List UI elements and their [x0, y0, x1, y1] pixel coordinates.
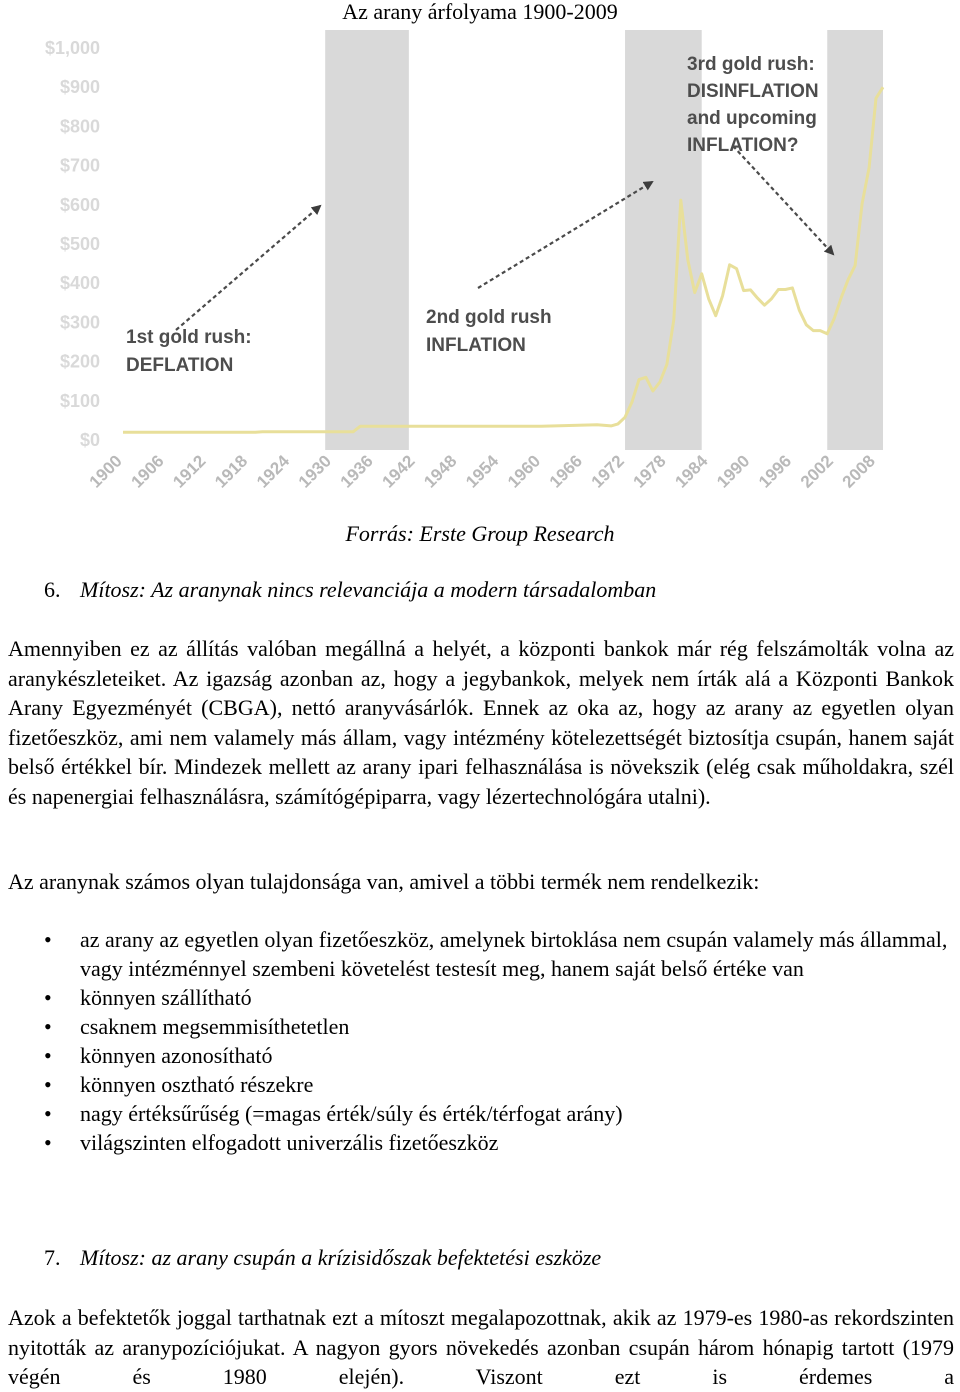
property-text: világszinten elfogadott univerzális fizetőeszköz	[80, 1130, 499, 1155]
y-tick-label: $400	[59, 273, 100, 294]
x-tick-label: 2002	[796, 451, 838, 492]
x-tick-label: 2008	[838, 451, 879, 492]
property-item	[8, 1128, 948, 1157]
paragraph-1: Amennyiben ez az állítás valóban megállná a helyét, a központi bankok már rég felszámolták volna az aranykészleteiket. Az igazság azonban az, hogy a jegybankok, melyek nem írták alá a Központi Bankok Arany Egyezményét (CBGA), nettó aranyvásárlók. Ennek az oka az, hogy az arany az egyetlen olyan fizetőeszköz, ami nem valamely más állam, vagy intézmény kötelezettségét biztosítja csupán, hanem saját belső értékkel bír. Mindezek mellett az arany ipari felhasználása is növekszik (elég csak műholdakra, szél és napenergiai felhasználásra, számítógépiparra, vagy lézertechnológára utalni).	[8, 636, 954, 809]
shaded-period-1	[325, 30, 409, 450]
x-tick-label: 1972	[587, 451, 628, 492]
property-item	[8, 925, 948, 983]
chart-svg	[28, 30, 892, 518]
x-tick-label: 1960	[503, 451, 545, 492]
shaded-period-3	[827, 30, 883, 450]
y-tick-label: $600	[59, 194, 100, 215]
y-tick-label: $700	[59, 155, 100, 176]
bullet-icon: •	[44, 1014, 52, 1039]
x-tick-label: 1966	[545, 451, 587, 492]
gold-price-chart	[28, 30, 892, 518]
bullet-icon: •	[44, 1072, 52, 1097]
property-text: könnyen azonosítható	[80, 1043, 273, 1068]
property-text: könnyen osztható részekre	[80, 1072, 314, 1097]
bullet-icon: •	[44, 1101, 52, 1126]
x-tick-label: 1996	[755, 451, 796, 492]
section-7-heading	[8, 1244, 601, 1272]
property-item	[8, 1041, 948, 1070]
x-tick-label: 1978	[629, 451, 670, 492]
y-tick-label: $200	[59, 351, 100, 372]
annotation-1st-rush: 1st gold rush: DEFLATION	[126, 327, 252, 376]
paragraph-2: Az aranynak számos olyan tulajdonsága van, amivel a többi termék nem rendelkezik:	[8, 869, 760, 894]
x-tick-label: 1930	[294, 451, 336, 492]
property-item	[8, 983, 948, 1012]
y-tick-label: $0	[79, 430, 100, 450]
x-tick-label: 1924	[252, 451, 294, 492]
bullet-icon: •	[44, 927, 52, 952]
y-tick-label: $800	[59, 116, 100, 137]
section-7-number: 7.	[44, 1245, 61, 1270]
property-item	[8, 1099, 948, 1128]
bullet-icon: •	[44, 985, 52, 1010]
x-tick-label: 1948	[420, 451, 461, 492]
section-6-heading	[8, 576, 656, 604]
section-7-title: Mítosz: az arany csupán a krízisidőszak befektetési eszköze	[80, 1245, 602, 1270]
section-6-title: Mítosz: Az aranynak nincs relevanciája a modern társadalomban	[80, 577, 657, 602]
y-tick-label: $100	[59, 390, 100, 411]
annotation-2nd-rush: 2nd gold rush INFLATION	[426, 307, 552, 356]
section-6-number: 6.	[44, 577, 61, 602]
y-tick-label: $500	[59, 234, 100, 254]
x-tick-label: 1984	[671, 451, 712, 492]
x-axis-ticks	[86, 451, 879, 492]
y-tick-label: $300	[59, 312, 100, 333]
property-text: csaknem megsemmisíthetetlen	[80, 1014, 350, 1039]
arrow-3rd-rush	[733, 146, 833, 254]
x-tick-label: 1990	[713, 451, 754, 492]
annotation-3rd-rush: 3rd gold rush: DISINFLATION and upcoming INFLATION?	[687, 54, 819, 156]
property-item	[8, 1012, 948, 1041]
chart-source: Forrás: Erste Group Research	[345, 521, 615, 546]
annotation-arrows	[176, 146, 833, 330]
annotations	[126, 54, 824, 376]
property-item	[8, 1070, 948, 1099]
paragraph-3: Azok a befektetők joggal tarthatnak ezt a mítoszt megalapozottnak, akik az 1979-es 1980-as rekordszinten nyitották az aranypozíciójukat. A nagyon gyors növekedés azonban csupán három hónapig tartott (1979 végén és 1980 elején). Viszont ezt is érdemes a	[8, 1305, 954, 1389]
y-axis-ticks	[45, 38, 100, 450]
property-text: az arany az egyetlen olyan fizetőeszköz, amelynek birtoklása nem csupán valamely más állammal, vagy intézménnyel szembeni követelést testesít meg, hanem saját belső értéke van	[80, 927, 948, 981]
x-tick-label: 1912	[169, 451, 210, 492]
gold-properties-list	[8, 925, 948, 1157]
x-tick-label: 1954	[462, 451, 503, 492]
property-text: nagy értéksűrűség (=magas érték/súly és érték/térfogat arány)	[80, 1101, 623, 1126]
x-tick-label: 1900	[85, 451, 126, 492]
bullet-icon: •	[44, 1043, 52, 1068]
x-tick-label: 1906	[127, 451, 168, 492]
x-tick-label: 1936	[336, 451, 377, 492]
y-tick-label: $900	[59, 77, 100, 98]
y-tick-label: $1,000	[44, 38, 100, 58]
page-title: Az arany árfolyama 1900-2009	[342, 0, 618, 24]
arrow-1st-rush	[176, 206, 320, 330]
property-text: könnyen szállítható	[80, 985, 252, 1010]
x-tick-label: 1918	[211, 451, 252, 492]
x-tick-label: 1942	[378, 451, 419, 492]
bullet-icon: •	[44, 1130, 52, 1155]
